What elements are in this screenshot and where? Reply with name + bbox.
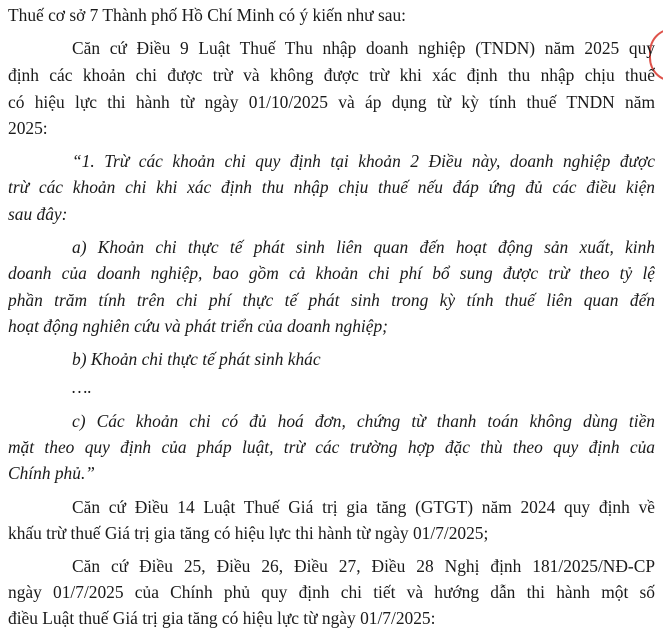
item-a-line-1: a) Khoản chi thực tế phát sinh liên quan đến hoạt động sản xuất, kinh xyxy=(72,237,655,257)
para3-line-2: ngày 01/7/2025 của Chính phủ quy định chi tiết và hướng dẫn thi hành một số xyxy=(8,582,655,602)
quote1-line-1: “1. Trừ các khoản chi quy định tại khoản 2 Điều này, doanh nghiệp được xyxy=(72,151,655,171)
item-b-line: b) Khoản chi thực tế phát sinh khác xyxy=(72,349,321,369)
item-a-line-2: doanh của doanh nghiệp, bao gồm cả khoản chi phí bổ sung được trừ theo tỷ lệ xyxy=(8,263,655,283)
item-c-line-2: mặt theo quy định của pháp luật, trừ các trường hợp đặc thù theo quy định của xyxy=(8,437,655,457)
para1-line-1: Căn cứ Điều 9 Luật Thuế Thu nhập doanh nghiệp (TNDN) năm 2025 quy xyxy=(72,38,655,58)
para3-line-3: điều Luật thuế Giá trị gia tăng có hiệu lực từ ngày 01/7/2025: xyxy=(8,608,436,628)
quote1-line-3: sau đây: xyxy=(8,204,68,224)
item-a-line-3: phần trăm tính trên chi phí thực tế phát sinh trong kỳ tính thuế liên quan đến xyxy=(8,290,655,310)
para1-line-4: 2025: xyxy=(8,118,48,138)
para3-line-1: Căn cứ Điều 25, Điều 26, Điều 27, Điều 28 Nghị định 181/2025/NĐ-CP xyxy=(72,556,655,576)
para2-line-2: khấu trừ thuế Giá trị gia tăng có hiệu lực thi hành từ ngày 01/7/2025; xyxy=(8,523,489,543)
intro-line: Thuế cơ sở 7 Thành phố Hồ Chí Minh có ý kiến như sau: xyxy=(8,5,406,25)
para1-line-3: có hiệu lực thi hành từ ngày 01/10/2025 và áp dụng từ kỳ tính thuế TNDN năm xyxy=(8,92,655,112)
item-c-line-3: Chính phủ.” xyxy=(8,463,95,483)
item-a-line-4: hoạt động nghiên cứu và phát triển của doanh nghiệp; xyxy=(8,316,388,336)
para2-line-1: Căn cứ Điều 14 Luật Thuế Giá trị gia tăng (GTGT) năm 2024 quy định về xyxy=(72,497,655,517)
para1-line-2: định các khoản chi được trừ và không được trừ khi xác định thu nhập chịu thuế xyxy=(8,65,655,85)
ellipsis-line: …. xyxy=(72,377,92,397)
item-c-line-1: c) Các khoản chi có đủ hoá đơn, chứng từ thanh toán không dùng tiền xyxy=(72,411,655,431)
quote1-line-2: trừ các khoản chi khi xác định thu nhập chịu thuế nếu đáp ứng đủ các điều kiện xyxy=(8,177,655,197)
